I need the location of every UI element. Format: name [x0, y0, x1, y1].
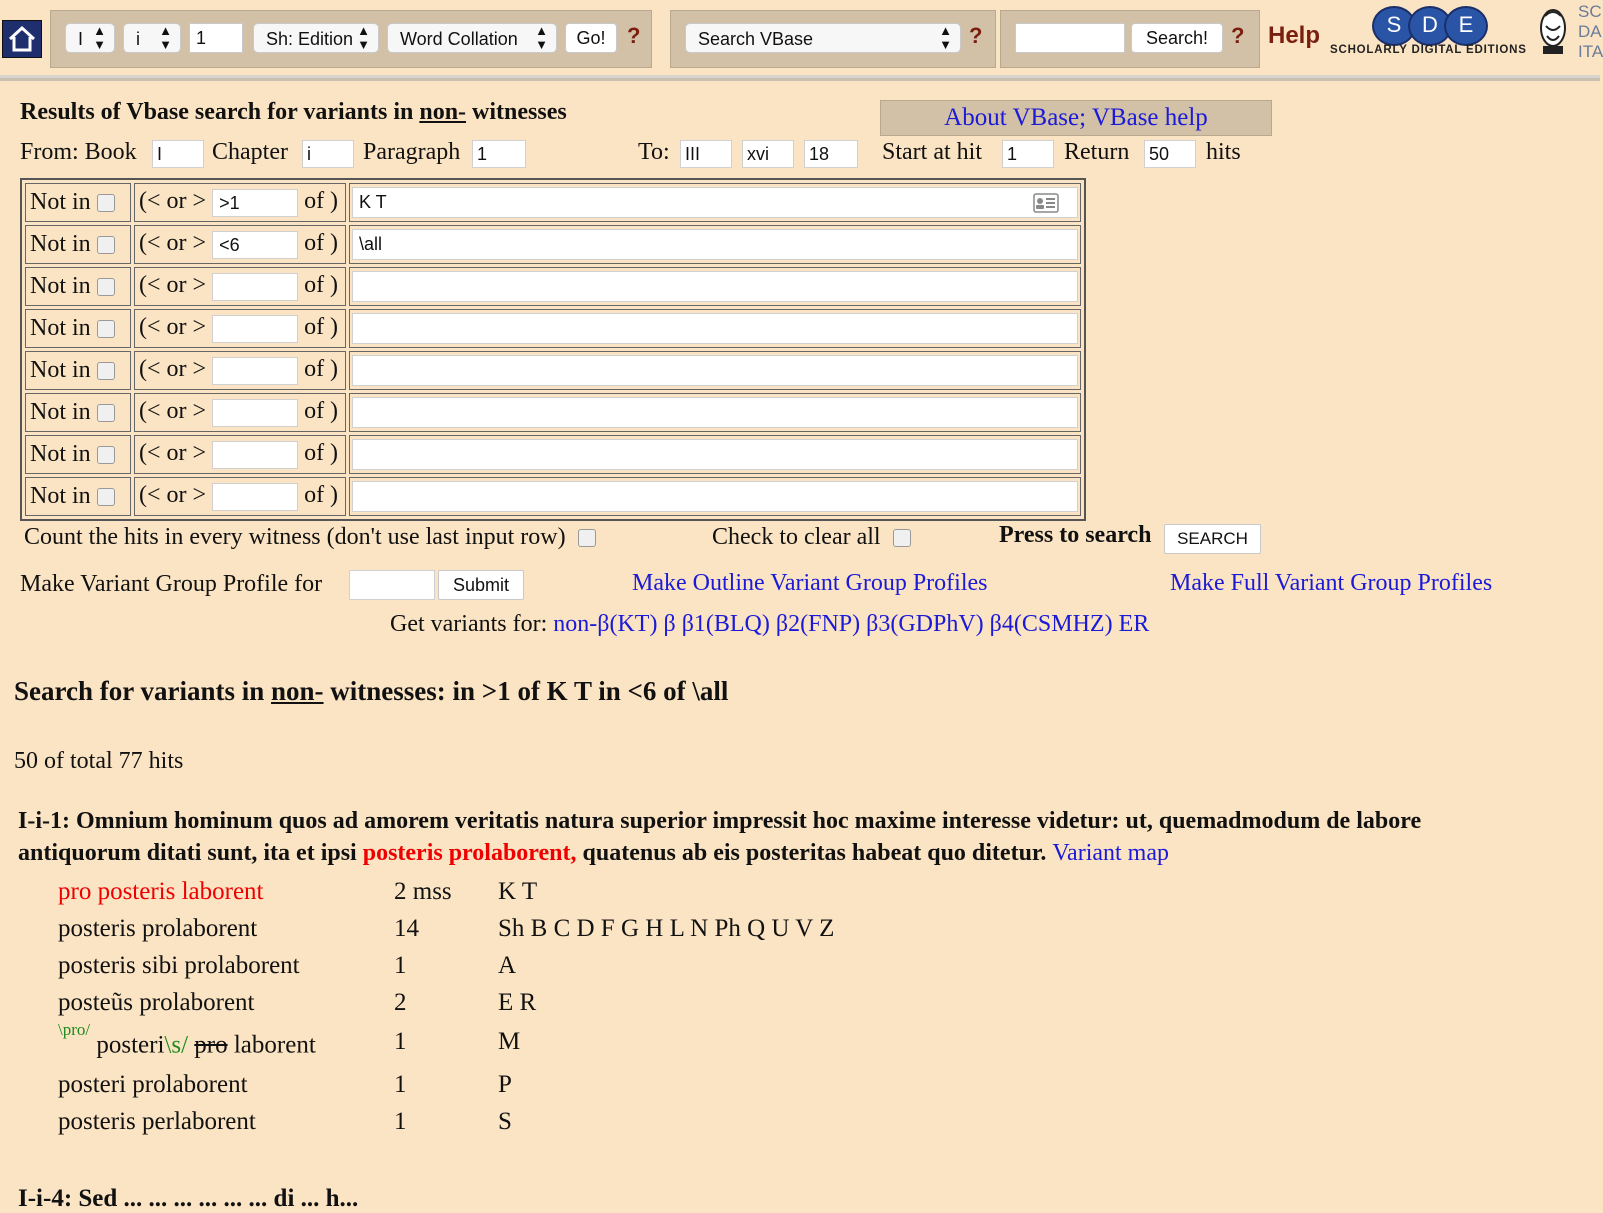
- logo-s: S: [1372, 6, 1416, 46]
- not-in-label: Not in: [30, 273, 91, 299]
- not-in-checkbox[interactable]: [97, 446, 115, 464]
- variant-link-beta3[interactable]: β3(GDPhV): [866, 611, 984, 637]
- not-in-label: Not in: [30, 441, 91, 467]
- of-label: of ): [304, 230, 339, 257]
- profile-input[interactable]: [349, 570, 435, 600]
- results-heading: Search for variants in non- witnesses: in >1 of K T in <6 of \all: [14, 676, 729, 706]
- hit-count: 50 of total 77 hits: [14, 748, 184, 774]
- query-row: [25, 309, 1081, 348]
- top-toolbar: [0, 0, 1603, 81]
- not-in-label: Not in: [30, 189, 91, 215]
- not-in-cell: [25, 309, 131, 348]
- paragraph-line-2: antiquorum ditati sunt, ita et ipsi posteris prolaborent, quatenus ab eis posteritas habeat quo ditetur. Variant map: [18, 840, 1169, 866]
- get-variants-row: [390, 611, 1149, 638]
- edition-select[interactable]: Sh: Edition ▲ ▼: [253, 23, 379, 53]
- witnesses-input[interactable]: [352, 271, 1078, 302]
- paragraph-id: I-i-1:: [18, 808, 70, 834]
- of-label: of ): [304, 272, 339, 299]
- start-at-hit-label: Start at hit: [882, 139, 982, 165]
- vbase-help-icon[interactable]: ?: [969, 23, 983, 48]
- not-in-label: Not in: [30, 399, 91, 425]
- operator-label: (< or >: [139, 272, 207, 299]
- witnesses-cell: [349, 351, 1081, 390]
- profile-label: Make Variant Group Profile for: [20, 571, 323, 597]
- query-row: [25, 351, 1081, 390]
- variant-map-link[interactable]: Variant map: [1052, 840, 1169, 866]
- operator-label: (< or >: [139, 230, 207, 257]
- count-input[interactable]: [212, 315, 298, 343]
- not-in-checkbox[interactable]: [97, 488, 115, 506]
- from-book-input[interactable]: I: [152, 140, 204, 168]
- not-in-label: Not in: [30, 231, 91, 257]
- query-row: [25, 225, 1081, 264]
- to-label: To:: [638, 139, 670, 165]
- count-input[interactable]: <6: [212, 231, 298, 259]
- logo-text: SCHOLARLY DIGITAL EDITIONS: [1330, 44, 1527, 56]
- toolbar-divider: [0, 75, 1600, 78]
- not-in-checkbox[interactable]: [97, 320, 115, 338]
- not-in-label: Not in: [30, 357, 91, 383]
- not-in-cell: [25, 393, 131, 432]
- count-cell: [134, 183, 346, 222]
- operator-label: (< or >: [139, 356, 207, 383]
- highlighted-lemma: posteris prolaborent,: [362, 840, 577, 866]
- witnesses-cell: [349, 393, 1081, 432]
- return-input[interactable]: 50: [1144, 140, 1196, 168]
- variant-link-beta4[interactable]: β4(CSMHZ): [989, 611, 1113, 637]
- home-icon[interactable]: [2, 20, 42, 58]
- to-paragraph-input[interactable]: 18: [804, 140, 858, 168]
- contact-card-icon[interactable]: [1033, 193, 1059, 222]
- not-in-checkbox[interactable]: [97, 236, 115, 254]
- full-profiles-link[interactable]: Make Full Variant Group Profiles: [1170, 570, 1493, 596]
- chapter-label: Chapter: [212, 139, 288, 165]
- count-cell: [134, 225, 346, 264]
- chapter-select[interactable]: i ▲ ▼: [123, 23, 181, 53]
- to-book-input[interactable]: III: [680, 140, 732, 168]
- go-button[interactable]: Go!: [565, 23, 617, 53]
- clear-all-label: Check to clear all: [712, 524, 911, 551]
- not-in-cell: [25, 267, 131, 306]
- witnesses-cell: [349, 435, 1081, 474]
- book-select[interactable]: I ▲ ▼: [65, 23, 115, 53]
- logo-e: E: [1444, 6, 1488, 46]
- query-row: [25, 393, 1081, 432]
- count-input[interactable]: [212, 273, 298, 301]
- not-in-cell: [25, 477, 131, 516]
- help-link[interactable]: Help: [1268, 22, 1321, 49]
- text-search-input[interactable]: [1015, 23, 1125, 53]
- witnesses-input[interactable]: [352, 439, 1078, 470]
- not-in-checkbox[interactable]: [97, 278, 115, 296]
- not-in-label: Not in: [30, 315, 91, 341]
- search-help-icon[interactable]: ?: [1231, 23, 1245, 48]
- operator-label: (< or >: [139, 188, 207, 215]
- not-in-checkbox[interactable]: [97, 362, 115, 380]
- count-hits-checkbox[interactable]: [578, 529, 596, 547]
- submit-button[interactable]: Submit: [438, 570, 524, 600]
- count-input[interactable]: [212, 357, 298, 385]
- operator-label: (< or >: [139, 398, 207, 425]
- paragraph-input[interactable]: 1: [189, 23, 243, 53]
- navigation-panel: [50, 10, 652, 68]
- results-title: Results of Vbase search for variants in non- witnesses: [20, 99, 567, 125]
- of-label: of ): [304, 440, 339, 467]
- variant-link-er[interactable]: ER: [1118, 611, 1150, 637]
- witnesses-cell: [349, 267, 1081, 306]
- not-in-cell: [25, 351, 131, 390]
- query-row: [25, 267, 1081, 306]
- not-in-label: Not in: [30, 483, 91, 509]
- operator-label: (< or >: [139, 314, 207, 341]
- outline-profiles-link[interactable]: Make Outline Variant Group Profiles: [632, 570, 988, 596]
- query-row: [25, 477, 1081, 516]
- logo-d: D: [1408, 6, 1452, 46]
- next-paragraph-cutoff: I-i-4: Sed ... ... ... ... ... ... di ... h...: [18, 1185, 359, 1212]
- not-in-cell: [25, 435, 131, 474]
- variant-link-beta2[interactable]: β2(FNP): [775, 611, 861, 637]
- search-button[interactable]: Search!: [1131, 23, 1223, 53]
- count-cell: [134, 267, 346, 306]
- variant-link-beta1[interactable]: β1(BLQ): [681, 611, 770, 637]
- count-cell: [134, 435, 346, 474]
- get-variants-label: Get variants for:: [390, 611, 548, 637]
- text-search-panel: [1000, 10, 1260, 68]
- not-in-cell: [25, 225, 131, 264]
- press-to-search-label: Press to search: [999, 522, 1152, 548]
- clear-all-checkbox[interactable]: [893, 529, 911, 547]
- from-chapter-input[interactable]: i: [302, 140, 354, 168]
- hits-label: hits: [1206, 139, 1241, 165]
- to-chapter-input[interactable]: xvi: [742, 140, 794, 168]
- count-input[interactable]: [212, 441, 298, 469]
- witnesses-input[interactable]: [352, 355, 1078, 386]
- emblem-icon: [1535, 4, 1571, 58]
- operator-label: (< or >: [139, 482, 207, 509]
- paragraph-label: Paragraph: [363, 139, 461, 165]
- from-paragraph-input[interactable]: 1: [472, 140, 526, 168]
- vbase-search-button[interactable]: SEARCH: [1164, 524, 1261, 554]
- count-input[interactable]: [212, 483, 298, 511]
- nav-help-icon[interactable]: ?: [627, 23, 641, 48]
- operator-label: (< or >: [139, 440, 207, 467]
- witnesses-input[interactable]: \all: [352, 229, 1078, 260]
- from-book-label: From: Book: [20, 139, 137, 165]
- of-label: of ): [304, 398, 339, 425]
- return-label: Return: [1064, 139, 1130, 165]
- variant-link-non-beta[interactable]: non-β(KT): [553, 611, 658, 637]
- of-label: of ): [304, 314, 339, 341]
- not-in-cell: [25, 183, 131, 222]
- view-select[interactable]: Word Collation ▲ ▼: [387, 23, 557, 53]
- of-label: of ): [304, 356, 339, 383]
- of-label: of ): [304, 188, 339, 215]
- witnesses-cell: [349, 477, 1081, 516]
- witnesses-input[interactable]: [352, 481, 1078, 512]
- count-input[interactable]: [212, 399, 298, 427]
- witnesses-input[interactable]: [352, 313, 1078, 344]
- start-at-hit-input[interactable]: 1: [1002, 140, 1054, 168]
- not-in-checkbox[interactable]: [97, 404, 115, 422]
- corner-text: SC DA ITA: [1578, 2, 1603, 61]
- count-cell: [134, 477, 346, 516]
- count-cell: [134, 393, 346, 432]
- witnesses-cell: [349, 225, 1081, 264]
- about-vbase-link[interactable]: About VBase; VBase help: [880, 100, 1272, 136]
- query-row: [25, 435, 1081, 474]
- count-input[interactable]: >1: [212, 189, 298, 217]
- count-cell: [134, 309, 346, 348]
- witnesses-input[interactable]: K T: [352, 187, 1078, 218]
- paragraph-line-1: I-i-1: Omnium hominum quos ad amorem veritatis natura superior impressit hoc maxime interesse videtur: ut, quemadmodum de labore: [18, 808, 1422, 834]
- query-table: [20, 178, 1086, 521]
- query-row: [25, 183, 1081, 222]
- search-vbase-panel: [670, 10, 996, 68]
- witnesses-cell: [349, 309, 1081, 348]
- witnesses-input[interactable]: [352, 397, 1078, 428]
- count-cell: [134, 351, 346, 390]
- of-label: of ): [304, 482, 339, 509]
- not-in-checkbox[interactable]: [97, 194, 115, 212]
- search-vbase-select[interactable]: Search VBase ▲ ▼: [685, 23, 961, 53]
- count-hits-label: Count the hits in every witness (don't use last input row): [24, 524, 596, 551]
- variant-link-beta[interactable]: β: [663, 611, 676, 637]
- witnesses-cell: [349, 183, 1081, 222]
